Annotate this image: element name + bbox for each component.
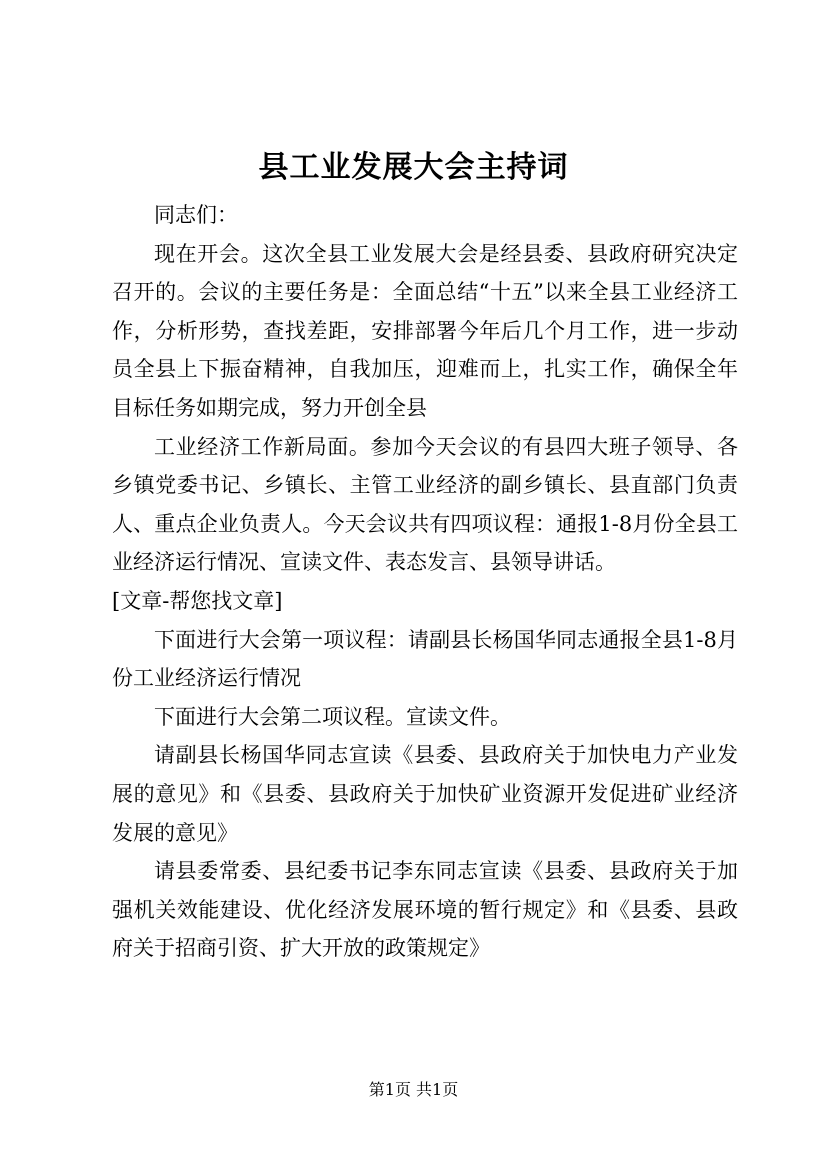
paragraph-attendees-agenda: 工业经济工作新局面。参加今天会议的有县四大班子领导、各乡镇党委书记、乡镇长、主管工业经济的副乡镇长、县直部门负责人、重点企业负责人。今天会议共有四项议程：通报1-8月份全县工业经济运行情况、宣读文件、表态发言、县领导讲话。 [112,434,738,575]
document-title: 县工业发展大会主持词 [258,150,569,185]
paragraph-agenda-item-1: 下面进行大会第一项议程：请副县长杨国华同志通报全县1-8月份工业经济运行情况 [112,627,738,691]
document-body [112,196,738,968]
paragraph-agenda-item-2: 下面进行大会第二项议程。宣读文件。 [154,704,511,729]
paragraph-opening: 现在开会。这次全县工业发展大会是经县委、县政府研究决定召开的。会议的主要任务是：全面总结“十五”以来全县工业经济工作，分析形势，查找差距，安排部署今年后几个月工作，进一步动员全县上下振奋精神，自我加压，迎难而上，扎实工作，确保全年目标任务如期完成，努力开创全县 [112,241,738,420]
page-footer: 第1页 共1页 [368,1080,459,1099]
paragraph-source-note: [文章-帮您找文章] [112,588,283,613]
paragraph-greeting: 同志们： [154,203,238,227]
paragraph-read-document-1: 请副县长杨国华同志宣读《县委、县政府关于加快电力产业发展的意见》和《县委、县政府关于加快矿业资源开发促进矿业经济发展的意见》 [112,743,738,845]
paragraph-read-document-2: 请县委常委、县纪委书记李东同志宣读《县委、县政府关于加强机关效能建设、优化经济发展环境的暂行规定》和《县委、县政府关于招商引资、扩大开放的政策规定》 [112,859,738,961]
